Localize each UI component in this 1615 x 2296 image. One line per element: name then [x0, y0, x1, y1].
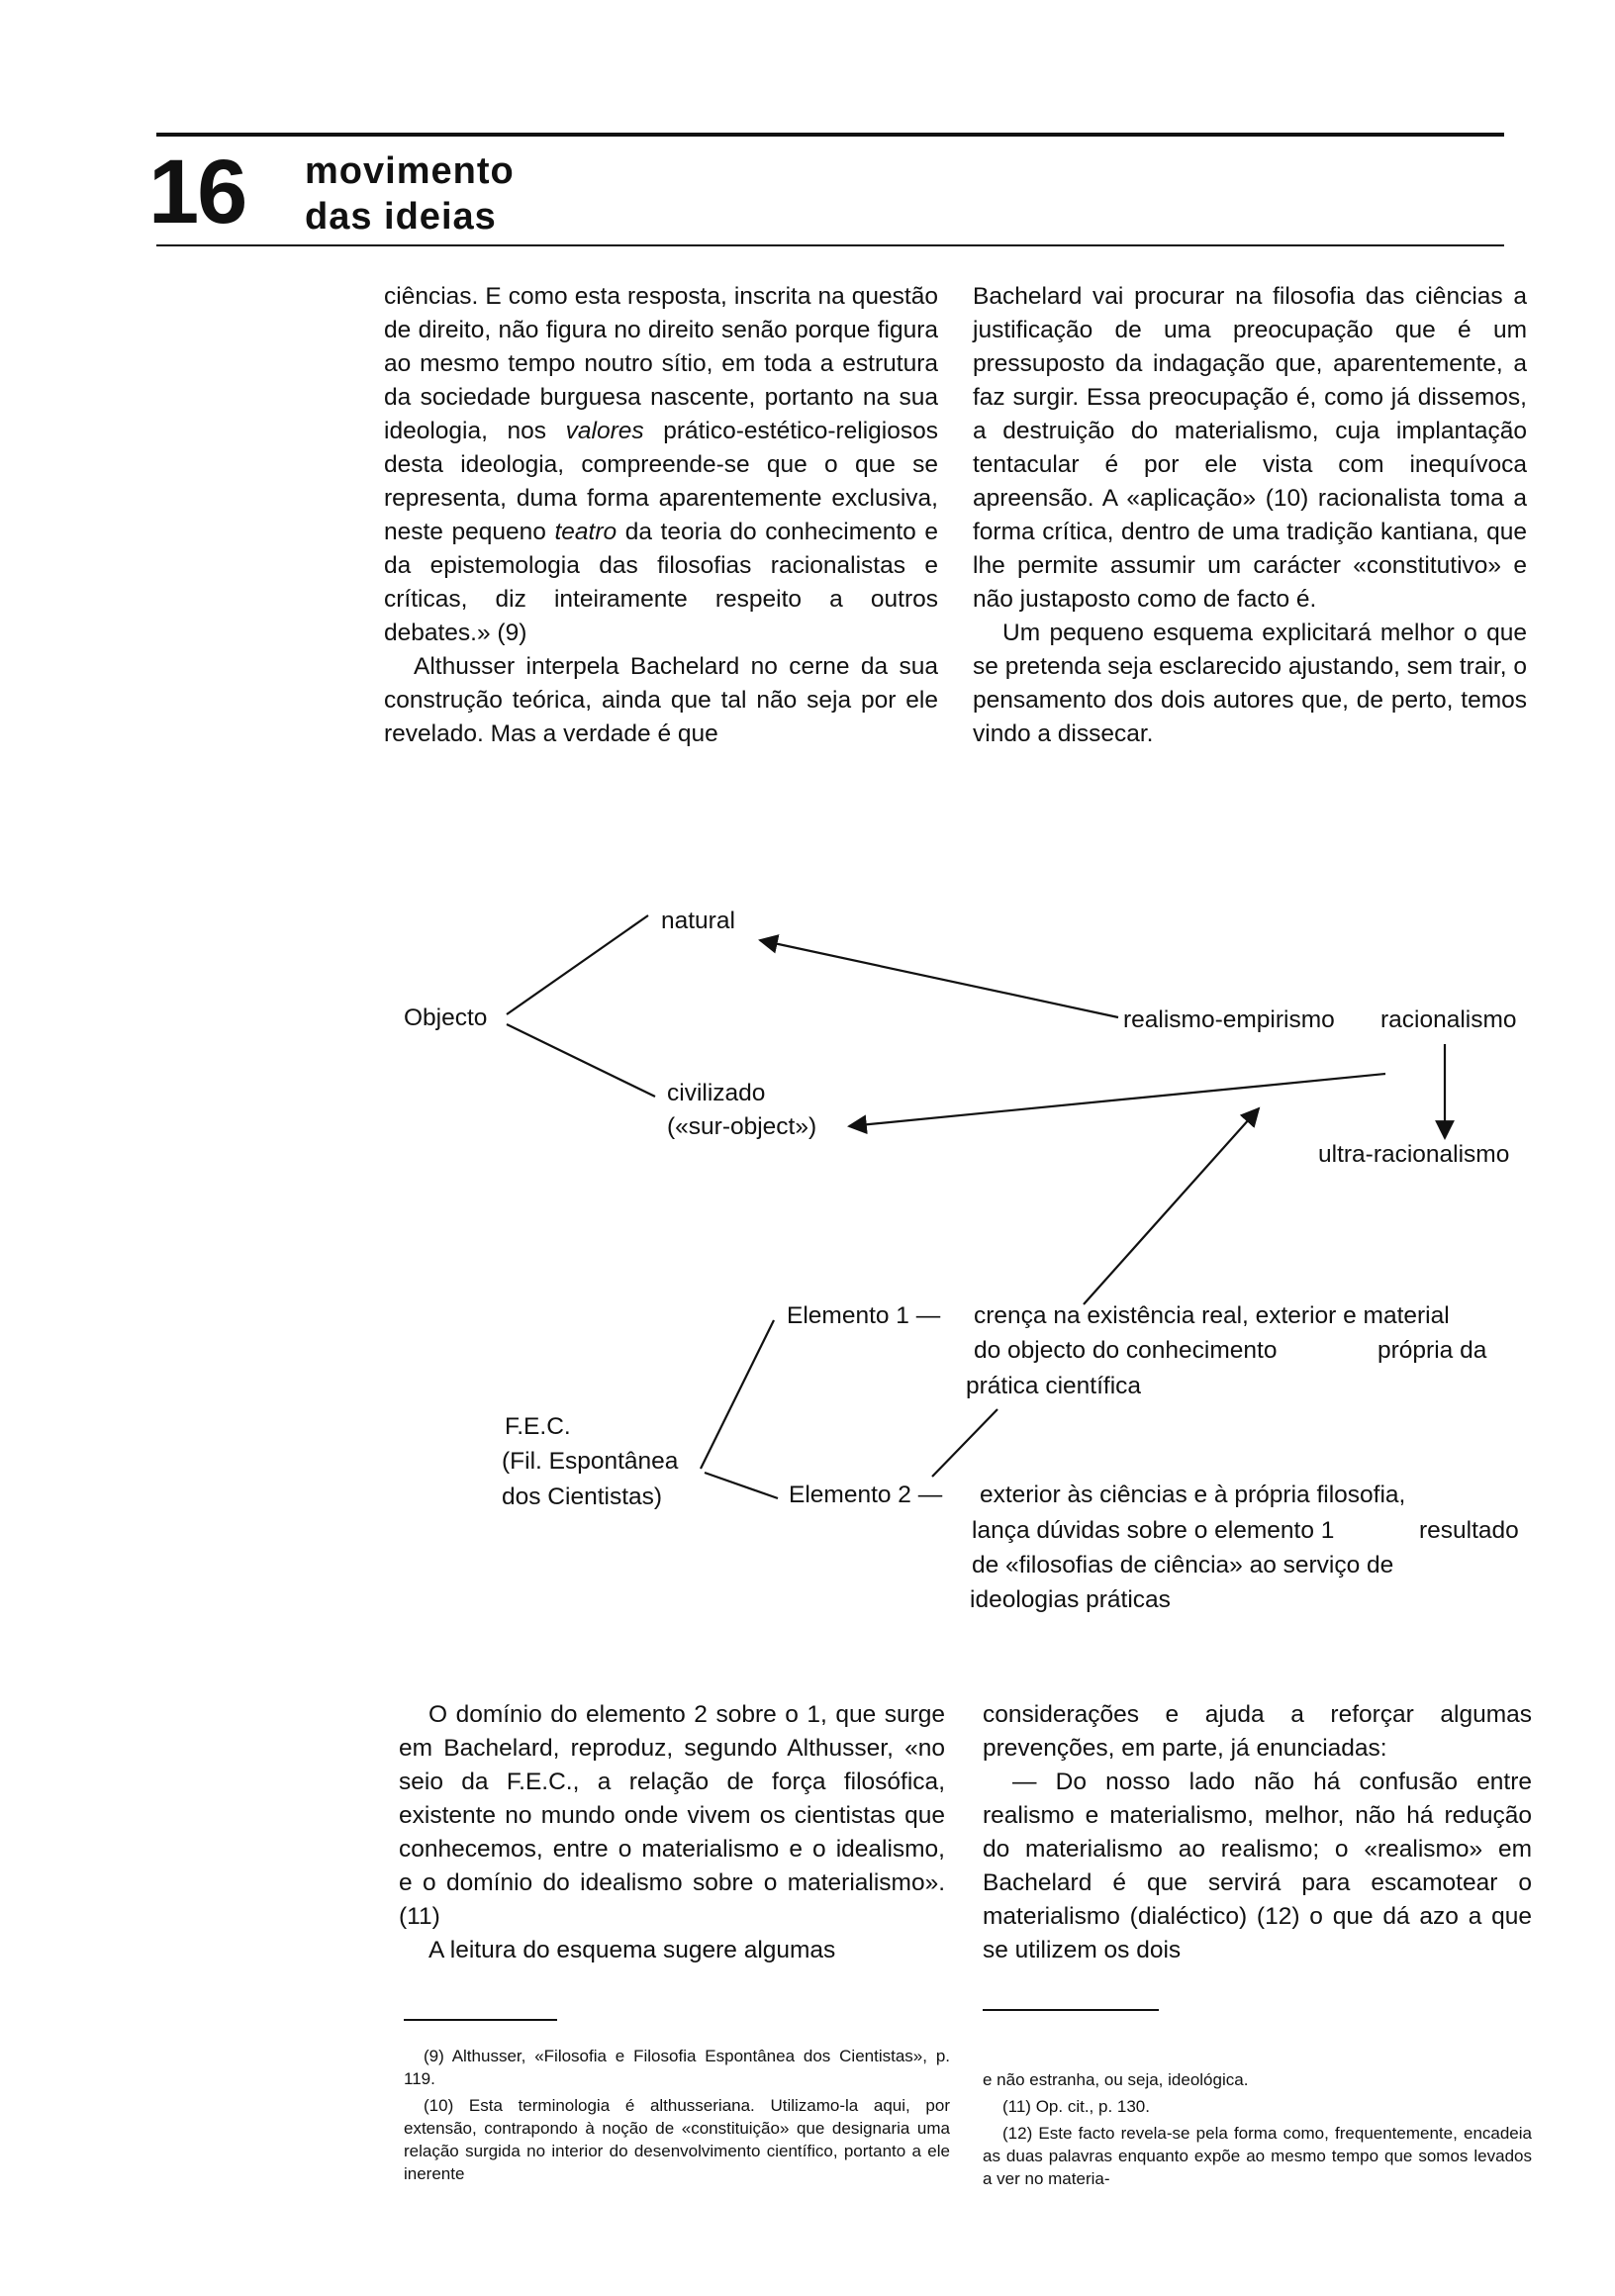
paragraph: Althusser interpela Bachelard no cerne da sua construção teórica, ainda que tal não seja por ele revelado. Mas a verdade é que	[384, 653, 938, 747]
fec-elemento1-line	[701, 1320, 774, 1469]
label-fec-expansion: (Fil. Espontânea	[502, 1448, 679, 1475]
section-title-line1: movimento	[305, 150, 515, 192]
footnotes-right	[983, 2068, 1532, 2194]
footnote-rule-left	[404, 2019, 557, 2021]
elemento2-elemento1-line	[932, 1409, 998, 1477]
bottom-left-column	[399, 1698, 945, 1967]
paragraph: O domínio do elemento 2 sobre o 1, que surge em Bachelard, reproduz, segundo Althusser, «no seio da F.E.C., a relação de força filosófica, existente no mundo onde vivem os cientistas que conhecemos, entre o materialismo e o idealismo, e o domínio do idealismo sobre o materialismo». (11)	[399, 1701, 945, 1930]
footnote-10-continued: e não estranha, ou seja, ideológica.	[983, 2070, 1249, 2089]
paragraph: considerações e ajuda a reforçar algumas prevenções, em parte, já enunciadas:	[983, 1701, 1532, 1762]
elemento-2-desc-line4: ideologias práticas	[970, 1586, 1171, 1613]
emphasis: valores	[565, 418, 644, 444]
footnote-11: (11) Op. cit., p. 130.	[1002, 2097, 1150, 2116]
footnote-rule-right	[983, 2009, 1159, 2011]
footnote-10: (10) Esta terminologia é althusseriana. Utilizamo-la aqui, por extensão, contrapondo à noção de «constituição» que designaria uma relação surgida no interior do desenvolvimento científico, portanto a ele inerente	[404, 2096, 950, 2183]
label-realismo-empirismo: realismo-empirismo	[1123, 1006, 1335, 1033]
text-run: prático-estético-religiosos desta ideologia, compreende-se que o que se representa, duma forma aparentemente exclusiva, neste pequeno	[384, 418, 938, 545]
bottom-right-column	[983, 1698, 1532, 1967]
elemento-1-desc-line2: do objecto do conhecimento	[974, 1337, 1278, 1364]
realismo-natural-arrow	[760, 940, 1118, 1017]
page-number: 16	[148, 142, 246, 242]
label-fec: F.E.C.	[505, 1413, 571, 1440]
footnote-12: (12) Este facto revela-se pela forma como, frequentemente, encadeia as duas palavras enquanto expõe ao mesmo tempo que somos levados a ver no materia-	[983, 2124, 1532, 2188]
paragraph: A leitura do esquema sugere algumas	[428, 1937, 836, 1963]
label-sur-object: («sur-object»)	[667, 1113, 817, 1140]
footnote-9: (9) Althusser, «Filosofia e Filosofia Espontânea dos Cientistas», p. 119.	[404, 2047, 950, 2088]
objecto-natural-line	[507, 915, 648, 1014]
elemento-2-desc-line2-right: resultado	[1419, 1517, 1519, 1544]
elemento-1-desc-line2-right: própria da	[1378, 1337, 1487, 1364]
label-natural: natural	[661, 908, 735, 934]
label-elemento-1: Elemento 1 —	[787, 1302, 941, 1329]
text-run: da teoria do conhecimento e da epistemologia das filosofias racionalistas e críticas, diz inteiramente respeito a outros debates.» (9)	[384, 519, 938, 646]
elemento-1-desc-line1: crença na existência real, exterior e material	[974, 1302, 1450, 1329]
fec-elemento2-line	[705, 1473, 778, 1498]
paragraph: Bachelard vai procurar na filosofia das ciências a justificação de uma preocupação que é um pressuposto da indagação que, aparentemente, a faz surgir. Essa preocupação é, como já dissemos, a destruição do materialismo, cuja implantação tentacular é por ele vista com inequívoca apreensão. A «aplicação» (10) racionalista toma a forma crítica, dentro de uma tradição kantiana, que lhe permite assumir um carácter «constitutivo» e não justaposto como de facto é.	[973, 283, 1527, 613]
text-run: ciências. E como esta resposta, inscrita na questão de direito, não figura no direito senão porque figura ao mesmo tempo noutro sítio, em toda a estrutura da sociedade burguesa nascente, portanto na sua ideologia, nos	[384, 283, 938, 444]
paragraph: Um pequeno esquema explicitará melhor o que se pretenda seja esclarecido ajustando, sem trair, o pensamento dos dois autores que, de perto, temos vindo a dissecar.	[973, 620, 1527, 747]
footnotes-left	[404, 2045, 950, 2189]
elemento-1-desc-line3: prática científica	[966, 1373, 1142, 1399]
paragraph: — Do nosso lado não há confusão entre realismo e materialismo, melhor, não há redução do materialismo ao realismo; o «realismo» em Bachelard é que servirá para escamotear o materialismo (dialéctico) (12) o que dá azo a que se utilizem os dois	[983, 1769, 1532, 1963]
label-civilizado: civilizado	[667, 1080, 766, 1106]
elemento-2-desc-line2: lança dúvidas sobre o elemento 1	[972, 1517, 1335, 1544]
section-title-line2: das ideias	[305, 196, 497, 238]
emphasis: teatro	[554, 519, 618, 545]
label-elemento-2: Elemento 2 —	[789, 1482, 943, 1508]
elemento1-ultra-arrow	[1084, 1108, 1259, 1304]
label-ultra-racionalismo: ultra-racionalismo	[1318, 1141, 1510, 1168]
label-fec-expansion-2: dos Cientistas)	[502, 1483, 663, 1510]
racionalismo-civilizado-arrow	[849, 1074, 1385, 1126]
label-objecto: Objecto	[404, 1004, 488, 1031]
objecto-civilizado-line	[507, 1024, 655, 1097]
elemento-2-desc-line1: exterior às ciências e à própria filosofia,	[980, 1482, 1406, 1508]
label-racionalismo: racionalismo	[1380, 1006, 1517, 1033]
elemento-2-desc-line3: de «filosofias de ciência» ao serviço de	[972, 1552, 1394, 1578]
